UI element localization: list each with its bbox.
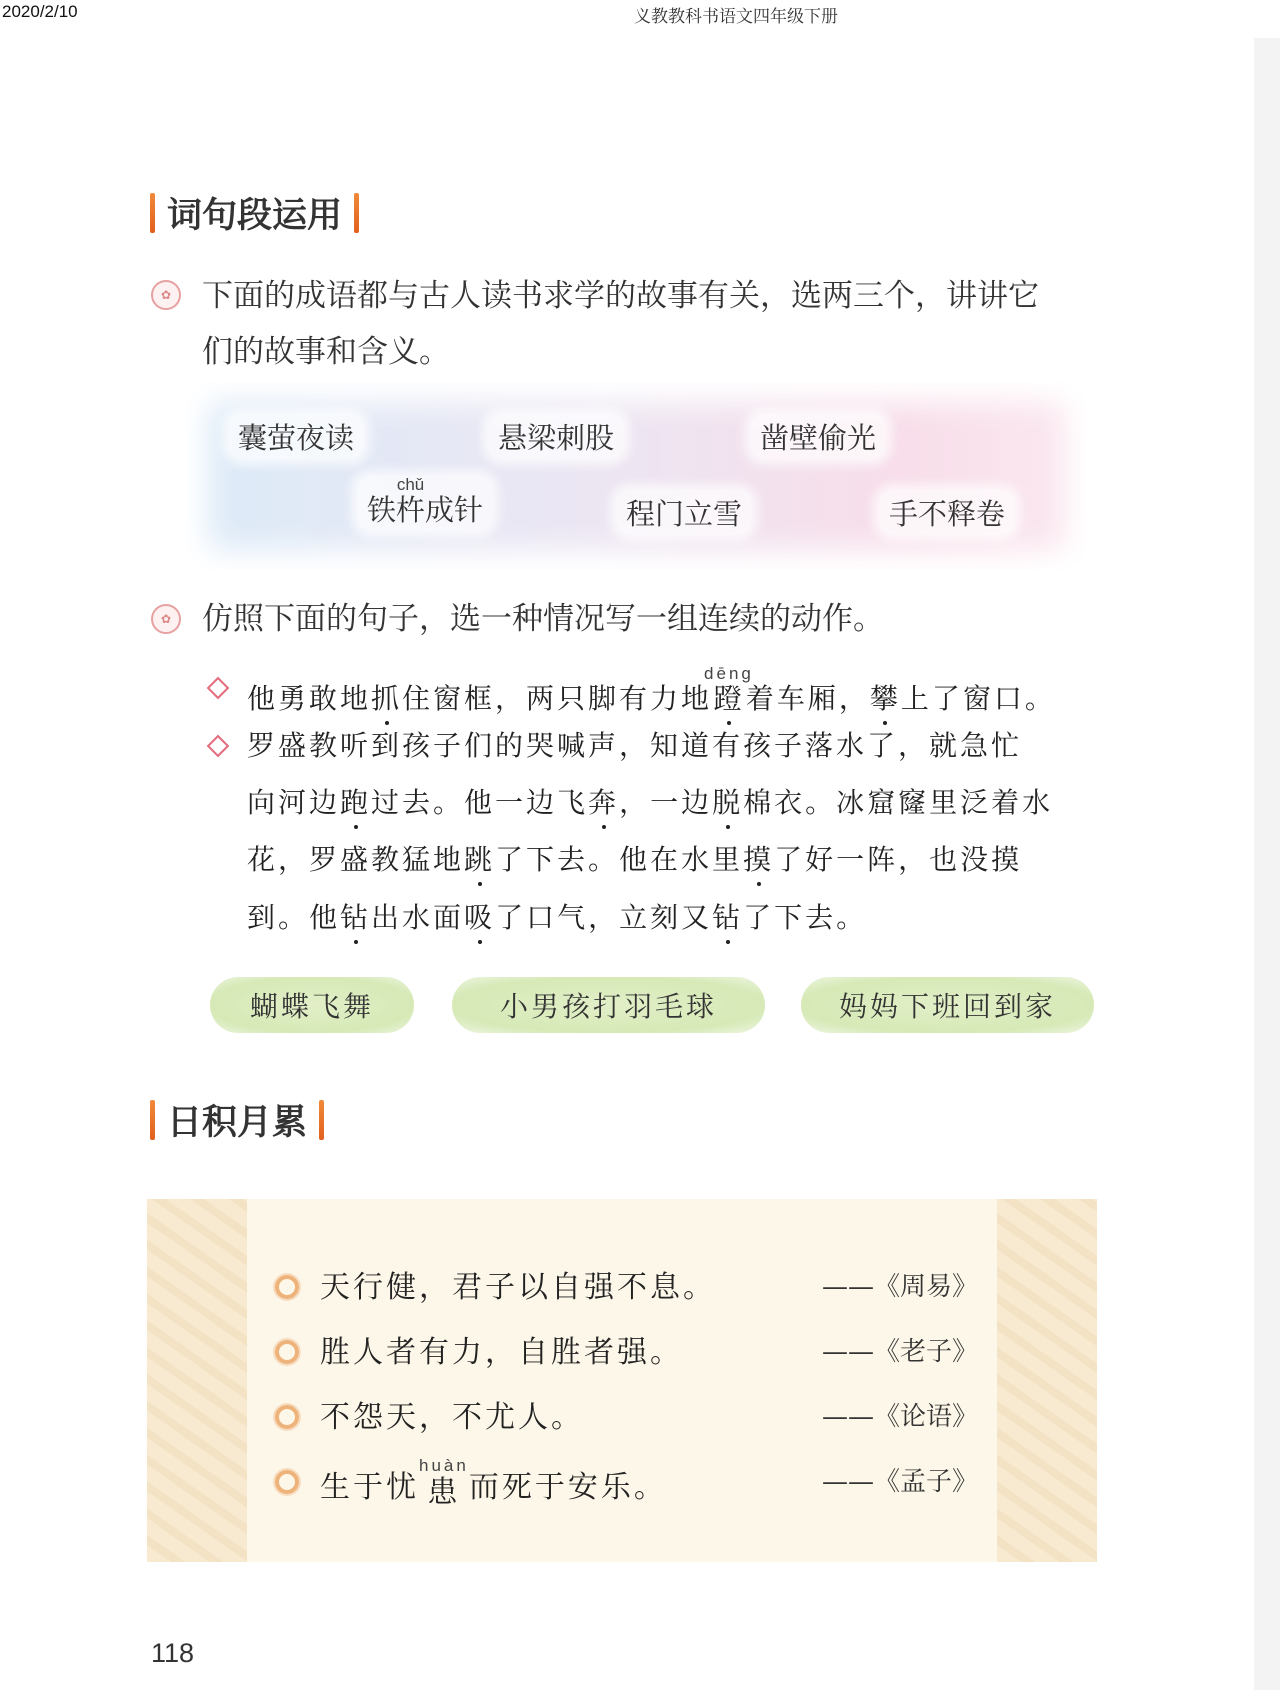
idiom-item [357, 476, 493, 531]
emphasized-verb: 吸 [464, 901, 496, 934]
text-segment: 罗盛教听到孩子们的哭喊声，知道有孩子落水了，就急忙 [247, 729, 1023, 762]
document-title: 义教教科书语文四年级下册 [634, 7, 838, 27]
annotated-character: 杵 [396, 493, 426, 527]
ring-bullet-icon [275, 1470, 299, 1494]
text-segment: 出水面 [371, 901, 465, 934]
text-segment: 向河边 [247, 786, 341, 819]
title-bar-left [150, 1100, 155, 1140]
text-segment: ，一边 [619, 786, 713, 819]
emphasized-verb: 摸 [743, 843, 775, 876]
ruby-group [396, 475, 426, 527]
option-pill: 小男孩打羽毛球 [452, 977, 765, 1033]
text-segment: 手不释卷 [889, 497, 1006, 531]
text-segment: 了口气，立刻又 [495, 901, 713, 934]
emphasized-verb: 奔 [588, 786, 620, 819]
text-segment: 囊萤夜读 [238, 421, 355, 455]
example-sentence-line [247, 838, 1022, 878]
quote-source: ——《孟子》 [822, 1467, 979, 1497]
example-sentence-line [247, 781, 1053, 821]
example-sentence-line [247, 665, 1056, 717]
title-bar-right [319, 1100, 324, 1140]
text-segment: 了下去。 [743, 901, 868, 934]
title-bar-right [354, 193, 359, 233]
section-title-daily-accumulation [150, 1095, 324, 1145]
question-number-icon: ✿ [151, 280, 181, 310]
text-segment: 到。他 [247, 901, 341, 934]
text-segment: 程门立雪 [626, 497, 743, 531]
text-segment: 棉衣。冰窟窿里泛着水 [743, 786, 1054, 819]
decorative-border-left [147, 1199, 247, 1562]
pinyin-annotation: huàn [419, 1456, 469, 1475]
text-segment: 凿壁偷光 [760, 421, 877, 455]
text-segment: 了下去。他在水里 [495, 843, 744, 876]
text-segment: 成针 [425, 493, 484, 527]
exercise1-line2: 们的故事和含义。 [202, 334, 450, 370]
ruby-group [704, 664, 754, 715]
section-title-text: 日积月累 [167, 1103, 308, 1143]
exercise1-line1: 下面的成语都与古人读书求学的故事有关，选两三个，讲讲它 [202, 278, 1039, 314]
option-pill: 妈妈下班回到家 [801, 977, 1094, 1033]
quote-text [320, 1392, 584, 1436]
quote-text [320, 1262, 716, 1306]
idiom-item [616, 490, 752, 535]
ring-bullet-icon [275, 1340, 299, 1364]
text-segment: 住窗框，两只脚有力地 [402, 682, 713, 715]
quote-text [320, 1457, 667, 1511]
decorative-border-right [997, 1199, 1097, 1562]
option-pill: 蝴蝶飞舞 [210, 977, 414, 1033]
example-sentence-line [247, 724, 1022, 764]
quote-source: ——《论语》 [822, 1402, 979, 1432]
diamond-bullet-icon [207, 677, 230, 700]
emphasized-verb: 跑 [340, 786, 372, 819]
print-date: 2020/2/10 [2, 2, 78, 21]
idiom-box [188, 382, 1086, 570]
idiom-item [750, 414, 886, 459]
emphasized-verb: 钻 [340, 901, 372, 934]
diamond-bullet-icon [207, 735, 230, 758]
page-edge-strip [1254, 38, 1280, 1690]
text-segment: 胜人者有力，自胜者强。 [320, 1335, 683, 1370]
idiom-item [488, 414, 624, 459]
text-segment: 不怨天，不尤人。 [320, 1400, 584, 1435]
pinyin-annotation: dēng [704, 664, 754, 683]
question-number-icon: ✿ [151, 604, 181, 634]
annotated-character: 蹬 [704, 682, 754, 715]
title-bar-left [150, 193, 155, 233]
emphasized-verb: 跳 [464, 843, 496, 876]
text-segment: 铁 [367, 493, 397, 527]
page-number: 118 [151, 1638, 195, 1668]
idiom-item [228, 414, 364, 459]
text-segment: 而死于安乐。 [468, 1470, 667, 1505]
ring-bullet-icon [275, 1405, 299, 1429]
emphasized-verb: 攀 [869, 682, 901, 715]
text-segment: 花，罗盛教猛地 [247, 843, 465, 876]
text-segment: 他勇敢地 [247, 682, 372, 715]
emphasized-verb: 脱 [712, 786, 744, 819]
example-sentence-line [247, 896, 867, 936]
text-segment: 天行健，君子以自强不息。 [320, 1270, 716, 1305]
text-segment: 悬梁刺股 [498, 421, 615, 455]
quote-source: ——《老子》 [822, 1337, 979, 1367]
section-title-word-usage [150, 188, 359, 238]
text-segment: 上了窗口。 [900, 682, 1056, 715]
quote-source: ——《周易》 [822, 1272, 979, 1302]
idiom-item [879, 490, 1015, 535]
emphasized-verb: 抓 [371, 682, 403, 715]
ruby-group [419, 1457, 469, 1511]
exercise1-text [202, 268, 1039, 380]
section-title-text: 词句段运用 [167, 196, 343, 236]
pinyin-annotation: chǔ [396, 475, 426, 494]
annotated-character: 患 [419, 1475, 469, 1510]
emphasized-verb: 钻 [712, 901, 744, 934]
text-segment: 了好一阵，也没摸 [774, 843, 1023, 876]
text-segment: 生于忧 [320, 1470, 419, 1505]
ring-bullet-icon [275, 1275, 299, 1299]
text-segment: 过去。他一边飞 [371, 786, 589, 819]
quote-text [320, 1327, 683, 1371]
exercise2-prompt: 仿照下面的句子，选一种情况写一组连续的动作。 [202, 601, 884, 637]
text-segment: 着车厢， [745, 682, 870, 715]
